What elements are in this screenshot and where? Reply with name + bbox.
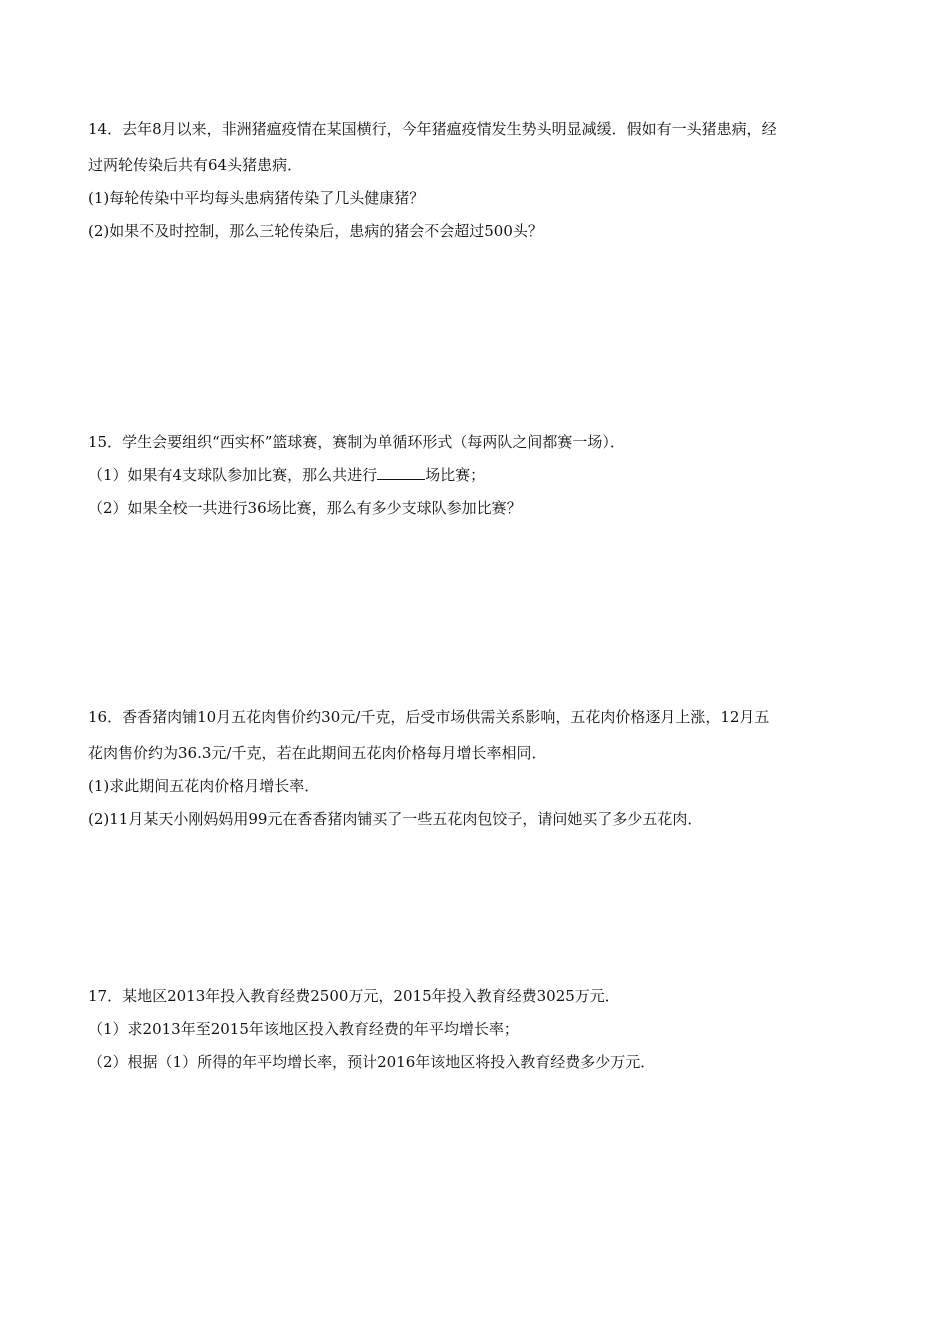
problem-15-stem-line1: 15．学生会要组织“西实杯”篮球赛，赛制为单循环形式（每两队之间都赛一场）． (88, 433, 625, 451)
problem-15 (88, 430, 863, 520)
problem-15-question-1-text: （1）如果有4支球队参加比赛，那么共进行 (88, 466, 378, 484)
problem-16-question-1: (1)求此期间五花肉价格月增长率． (88, 777, 320, 795)
problem-16-stem-line2: 花肉售价约为36.3元/千克，若在此期间五花肉价格每月增长率相同． (88, 744, 547, 762)
problem-14 (88, 117, 863, 243)
problem-15-question-1 (88, 463, 863, 487)
problem-16 (88, 705, 863, 831)
problem-16-stem-line1: 16．香香猪肉铺10月五花肉售价约30元/千克，后受市场供需关系影响，五花肉价格逐月上涨，12月五 (88, 708, 770, 726)
problem-17 (88, 984, 863, 1074)
problem-15-question-1-suffix: 场比赛； (425, 466, 486, 484)
problem-14-question-2: (2)如果不及时控制，那么三轮传染后，患病的猪会不会超过500头？ (88, 222, 543, 240)
problem-14-stem-line1: 14．去年8月以来，非洲猪瘟疫情在某国横行，今年猪瘟疫情发生势头明显减缓．假如有一头猪患病，经 (88, 120, 777, 138)
problem-17-question-1: （1）求2013年至2015年该地区投入教育经费的年平均增长率； (88, 1020, 519, 1038)
problem-17-question-2: （2）根据（1）所得的年平均增长率，预计2016年该地区将投入教育经费多少万元． (88, 1053, 656, 1071)
problem-15-question-2: （2）如果全校一共进行36场比赛，那么有多少支球队参加比赛？ (88, 499, 522, 517)
answer-blank[interactable] (377, 465, 425, 480)
problem-17-stem-line1: 17．某地区2013年投入教育经费2500万元，2015年投入教育经费3025万元． (88, 987, 620, 1005)
problem-14-question-1: (1)每轮传染中平均每头患病猪传染了几头健康猪？ (88, 189, 425, 207)
problem-14-stem-line2: 过两轮传染后共有64头猪患病． (88, 156, 303, 174)
problem-16-question-2: (2)11月某天小刚妈妈用99元在香香猪肉铺买了一些五花肉包饺子，请问她买了多少五花肉． (88, 810, 703, 828)
